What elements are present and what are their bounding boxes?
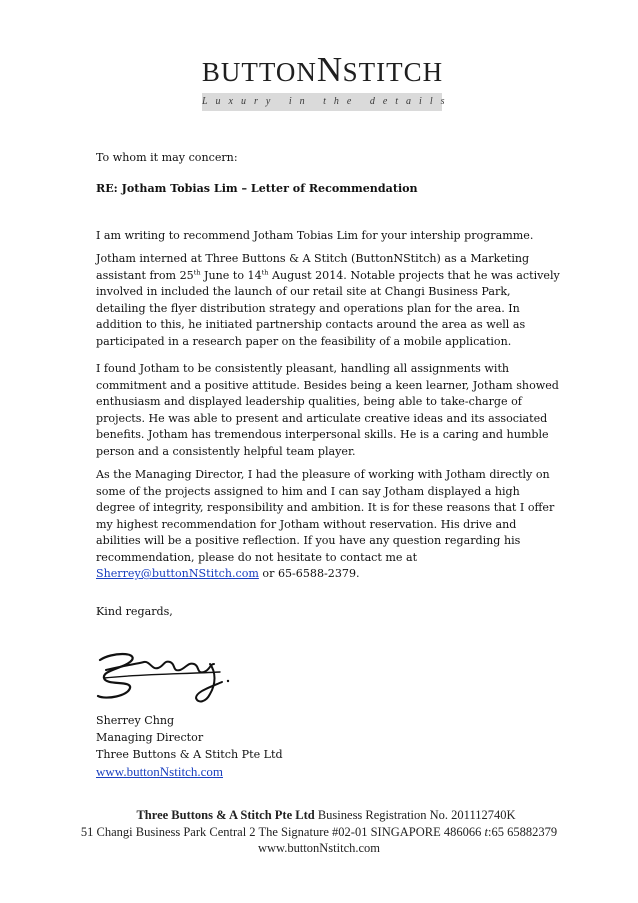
paragraph-endorsement-text: As the Managing Director, I had the pleasure of working with Jotham directly on some of the projects assigned to him and I can say Jotham displayed a high degree of integrity, responsibility and ambition. It is for these reasons that I offer my highest recommendation for Jotham without reservation. His drive and abilities will be a positive reflection. If you have any question regarding his recommendation, please do not hesitate to contact me at — [96, 468, 555, 564]
footer-address: 51 Changi Business Park Central 2 The Signature #02-01 SINGAPORE 486066 — [80, 824, 485, 839]
paragraph-intro: I am writing to recommend Jotham Tobias Lim for your intership programme. — [96, 229, 534, 242]
subject-line: RE: Jotham Tobias Lim – Letter of Recommendation — [96, 182, 418, 195]
handwritten-signature — [92, 648, 242, 708]
ordinal-suffix: th — [193, 267, 201, 276]
logo-part-stitch: STITCH — [342, 57, 444, 87]
signer-block — [96, 712, 560, 781]
signer-company: Three Buttons & A Stitch Pte Ltd — [96, 748, 283, 761]
letter-footer — [20, 807, 618, 857]
contact-phone: or 65-6588-2379. — [258, 567, 360, 580]
contact-email-link[interactable]: Sherrey@buttonNStitch.com — [96, 567, 259, 580]
logo-part-button: BUTTON — [201, 57, 317, 87]
signer-title: Managing Director — [96, 731, 204, 744]
footer-phone: :65 65882379 — [487, 824, 558, 839]
salutation: To whom it may concern: — [96, 151, 238, 164]
company-logo — [180, 50, 465, 118]
footer-registration-line — [20, 807, 618, 824]
footer-phone-label: t — [484, 824, 488, 839]
paragraph-internship-text-a: Jotham interned at Three Buttons & A Stitch (ButtonNStitch) as a Marketing assistant from 25 — [96, 252, 530, 282]
ordinal-suffix: th — [261, 267, 269, 276]
paragraph-endorsement — [96, 467, 560, 583]
closing: Kind regards, — [96, 605, 173, 618]
company-website-link[interactable]: www.buttonNstitch.com — [96, 764, 223, 779]
paragraph-character: I found Jotham to be consistently pleasant, handling all assignments with commitment and a positive attitude. Besides being a keen learner, Jotham showed enthusiasm and displayed leadership qualities, being able to take-charge of projects. He was able to present and articulate creative ideas and its associated benefits. Jotham has tremendous interpersonal skills. He is a caring and humble person and a consistently helpful team player. — [96, 362, 559, 458]
footer-company-name: Three Buttons & A Stitch Pte Ltd — [136, 808, 315, 822]
logo-wordmark — [180, 50, 465, 92]
footer-website: www.buttonNstitch.com — [257, 841, 381, 855]
paragraph-internship-text-c: August 2014. Notable projects that he was actively involved in included the launch of our retail site at Changi Business Park, detailing the flyer distribution strategy and operations plan for the area. In addition to this, he initiated partnership contacts around the area as well as participated in a research paper on the feasibility of a mobile application. — [96, 268, 560, 348]
signer-name: Sherrey Chng — [96, 714, 175, 727]
paragraph-internship — [96, 251, 560, 350]
footer-address-line — [20, 824, 618, 841]
footer-registration: Business Registration No. 201112740K — [314, 808, 516, 822]
paragraph-internship-text-b: June to 14 — [200, 268, 262, 282]
logo-tagline: Luxury in the details — [202, 96, 453, 107]
logo-letter-n: N — [316, 50, 343, 89]
